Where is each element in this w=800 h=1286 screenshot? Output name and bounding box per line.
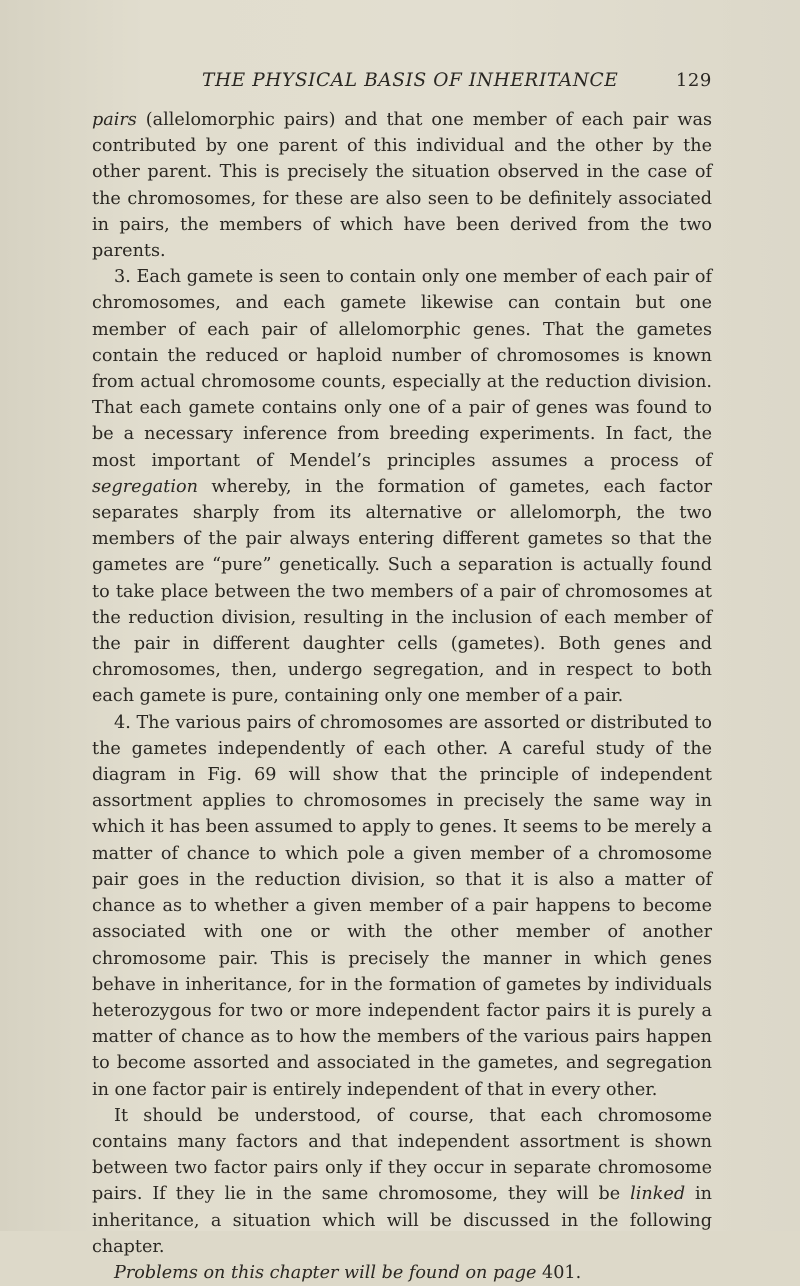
paragraph-linkage xyxy=(92,1103,712,1260)
paragraph-segregation xyxy=(92,264,712,709)
paragraph-independent-assortment xyxy=(92,710,712,1103)
text-segment: linked xyxy=(630,1184,686,1205)
text-segment: It should be understood, of course, that each chromosome contains many factors and that independent assortment is shown between two factor pairs only if they occur in separate chromosome pairs. If they lie in the same chromosome, they will be xyxy=(92,1105,712,1205)
paragraph-pairs xyxy=(92,107,712,264)
page-header xyxy=(202,70,712,91)
text-segment: Problems on this chapter will be found on page xyxy=(114,1262,537,1283)
text-segment: 3. Each gamete is seen to contain only one member of each pair of chromosomes, and each gamete likewise can contain but one member of each pair of allelomorphic genes. That the gametes contain the reduced or haploid number of chromosomes is known from actual chromosome counts, especially at the reduction division. That each gamete contains only one of a pair of genes was found to be a necessary inference from breeding experiments. In fact, the most important of Mendel’s principles assumes a process of xyxy=(92,267,712,471)
text-segment: in inheritance, a situation which will be discussed in the following chapter. xyxy=(92,1184,712,1257)
problems-note xyxy=(92,1260,712,1286)
page-number: 129 xyxy=(675,70,712,91)
text-segment: whereby, in the formation of gametes, each factor separates sharply from its alternative or allelomorph, the two members of the pair always entering different gametes so that the gametes are “pure” genetically. Such a separation is actually found to take place between the two members of a pair of chromosomes at the reduction division, resulting in the inclusion of each member of the pair in different daughter cells (gametes). Both genes and chromosomes, then, undergo segregation, and in respect to both each gamete is pure, containing only one member of a pair. xyxy=(92,476,712,707)
running-title: THE PHYSICAL BASIS OF INHERITANCE xyxy=(202,70,619,91)
body-text xyxy=(92,107,712,1286)
text-segment: 401. xyxy=(536,1262,582,1283)
text-segment: 4. The various pairs of chromosomes are assorted or distributed to the gametes independently of each other. A careful study of the diagram in Fig. 69 will show that the principle of independent assortment applies to chromosomes in precisely the same way in which it has been assumed to apply to genes. It seems to be merely a matter of chance to which pole a given member of a chromosome pair goes in the reduction division, so that it is also a matter of chance as to whether a given member of a pair happens to become associated with one or with the other member of another chromosome pair. This is precisely the manner in which genes behave in inheritance, for in the formation of gametes by individuals heterozygous for two or more independent factor pairs it is purely a matter of chance as to how the members of the various pairs happen to become assorted and associated in the gametes, and segregation in one factor pair is entirely independent of that in every other. xyxy=(92,712,712,1100)
text-segment: pairs xyxy=(92,110,137,130)
text-segment: (allelomorphic pairs) and that one member of each pair was contributed by one parent of this individual and the other by the other parent. This is precisely the situation observed in the case of the chromosomes, for these are also seen to be definitely associated in pairs, the members of which have been derived from the two parents. xyxy=(92,110,712,262)
text-segment: segregation xyxy=(92,476,198,497)
